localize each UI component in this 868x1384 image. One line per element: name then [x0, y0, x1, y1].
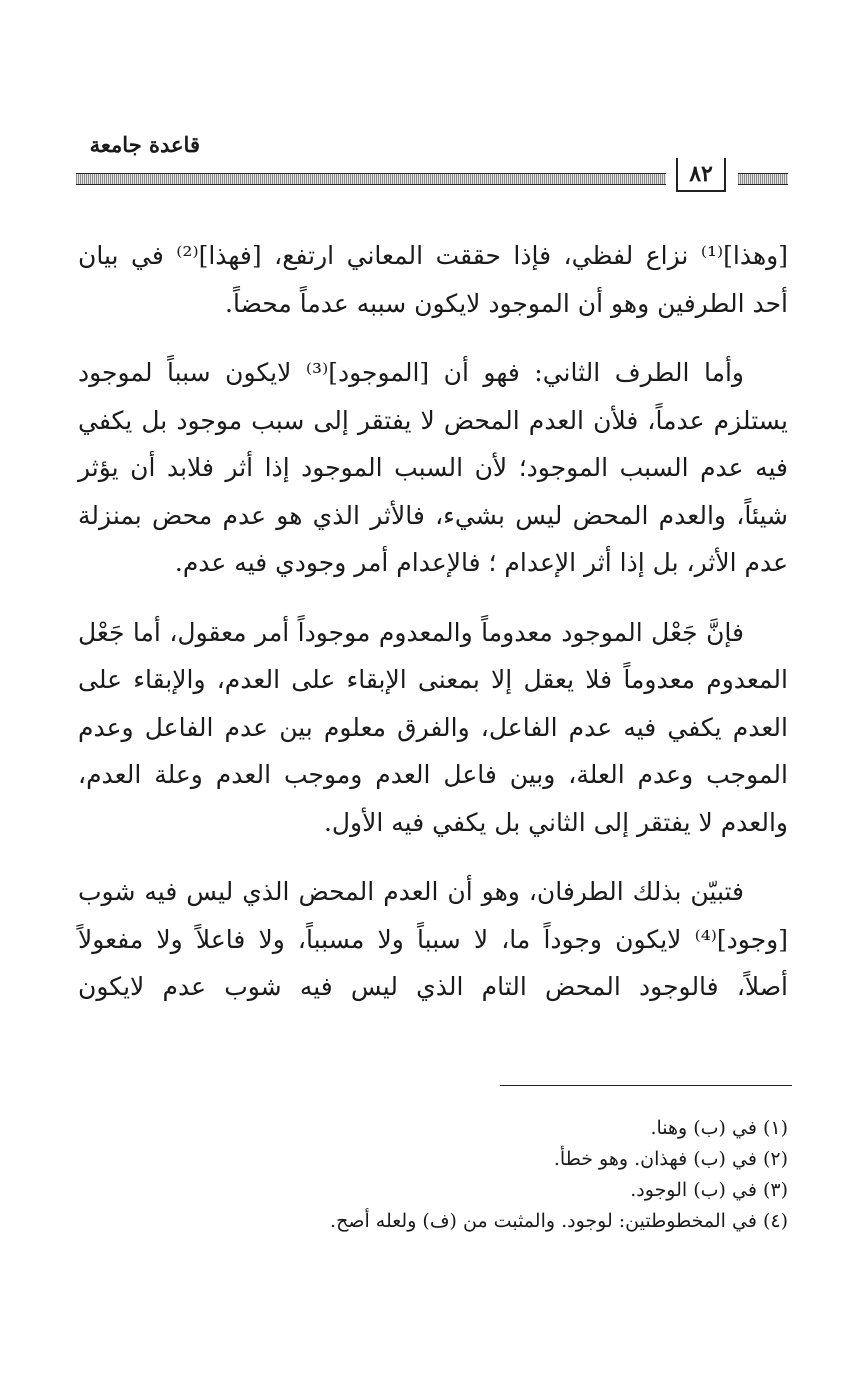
paragraph-4: فتبيّن بذلك الطرفان، وهو أن العدم المحض الذي ليس فيه شوب [وجود]⁽⁴⁾ لايكون وجوداً ما، لا سبباً ولا مسبباً، ولا فاعلاً ولا مفعولاً أصلاً، فالوجود المحض التام الذي ليس فيه شوب عدم لايكون [78, 877, 788, 1001]
header-rule-band-right [738, 173, 788, 185]
footnote-separator [500, 1085, 792, 1086]
page-number: ٨٢ [676, 158, 726, 192]
paragraph-3: فإنَّ جَعْل الموجود معدوماً والمعدوم موجوداً أمر معقول، أما جَعْل المعدوم معدوماً فلا يعقل إلا بمعنى الإبقاء على العدم، والإبقاء على العدم يكفي فيه عدم الفاعل، والفرق معلوم بين عدم الفاعل وعدم الموجب وعدم العلة، وبين فاعل العدم وموجب العدم وعلة العدم، والعدم لا يفتقر إلى الثاني بل يكفي فيه الأول. [78, 617, 788, 837]
paragraph-1: [وهذا]⁽¹⁾ نزاع لفظي، فإذا حققت المعاني ارتفع، [فهذا]⁽²⁾ في بيان أحد الطرفين وهو أن الموجود لايكون سببه عدماً محضاً. [78, 241, 788, 318]
footnote-2: (٢) في (ب) فهذان. وهو خطأ. [553, 1148, 788, 1170]
footnote-4: (٤) في المخطوطتين: لوجود. والمثبت من (ف) ولعله أصح. [330, 1210, 788, 1232]
header-rule [76, 158, 788, 194]
running-title: قاعدة جامعة [89, 132, 200, 157]
body-text [78, 232, 788, 1033]
footnotes [188, 1113, 788, 1237]
footnote-1: (١) في (ب) وهنا. [650, 1117, 788, 1139]
header-rule-band-left [76, 173, 666, 185]
paragraph-2: وأما الطرف الثاني: فهو أن [الموجود]⁽³⁾ لايكون سبباً لموجود يستلزم عدماً، فلأن العدم المحض لا يفتقر إلى سبب موجود بل يكفي فيه عدم السبب الموجود؛ لأن السبب الموجود إذا أثر فلابد أن يؤثر شيئاً، والعدم المحض ليس بشيء، فالأثر الذي هو عدم محض بمنزلة عدم الأثر، بل إذا أثر الإعدام ؛ فالإعدام أمر وجودي فيه عدم. [78, 358, 788, 577]
footnote-3: (٣) في (ب) الوجود. [630, 1179, 788, 1201]
